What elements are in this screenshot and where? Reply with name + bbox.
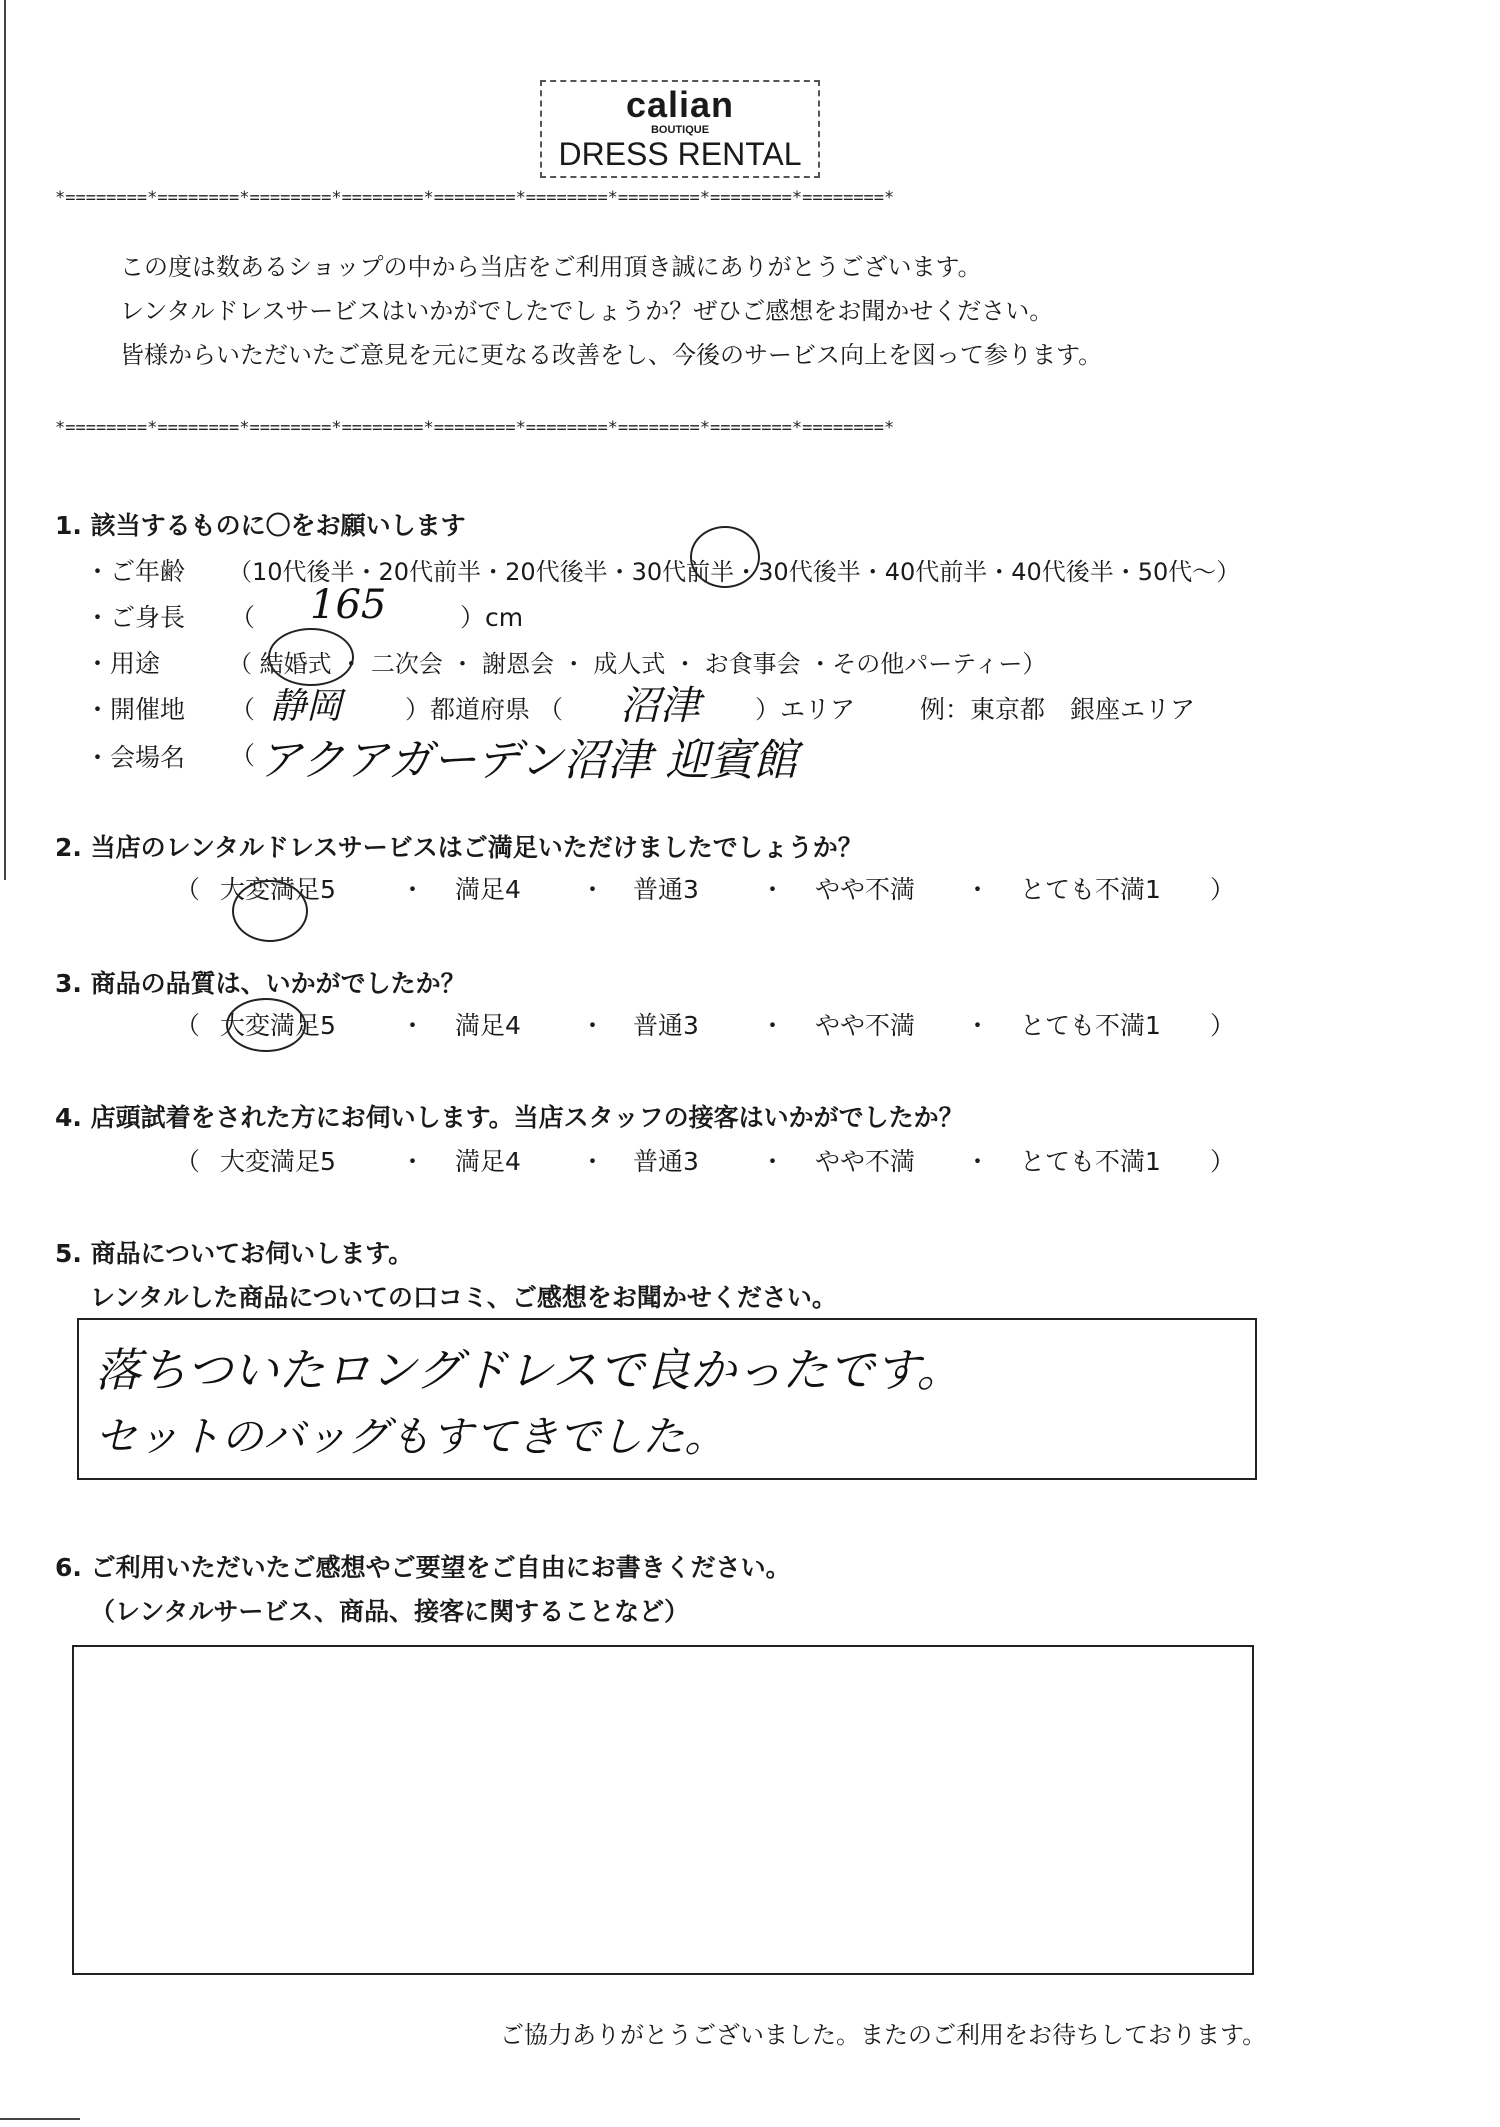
option-separator: ・ <box>580 875 606 904</box>
intro-line: レンタルドレスサービスはいかがでしたでしょうか？ぜひご感想をお聞かせください。 <box>120 297 1054 325</box>
option-neutral[interactable]: 普通3 <box>633 1011 699 1040</box>
option-satisfied[interactable]: 満足4 <box>455 875 521 904</box>
option-satisfied[interactable]: 満足4 <box>455 1147 521 1176</box>
q1-prefecture-value[interactable]: 静岡 <box>270 686 343 727</box>
q5-title: 5. 商品についてお伺いします。 <box>55 1239 414 1268</box>
option-satisfied[interactable]: 満足4 <box>455 1011 521 1040</box>
q1-venue-area-close: ）エリア <box>755 695 856 724</box>
scan-bottom-line <box>0 2118 80 2120</box>
q1-height-label: ・ご身長 <box>85 603 186 632</box>
option-separator: ・ <box>760 875 786 904</box>
q1-height-open: （ <box>230 603 256 632</box>
scan-margin-line <box>4 0 6 880</box>
q1-city-value[interactable]: 沼津 <box>620 683 700 729</box>
intro-line: この度は数あるショップの中から当店をご利用頂き誠にありがとうございます。 <box>120 253 982 281</box>
logo-sub: BOUTIQUE <box>650 124 710 136</box>
logo-main: DRESS RENTAL <box>558 136 802 172</box>
q1-age-label: ・ご年齢 <box>85 557 186 586</box>
intro-line: 皆様からいただいたご意見を元に更なる改善をし、今後のサービス向上を図って参ります。 <box>120 341 1103 369</box>
intro-text <box>120 245 1102 377</box>
option-very-satisfied[interactable]: 大変満足5 <box>220 1147 336 1176</box>
q6-answer-box[interactable] <box>72 1645 1254 1975</box>
option-paren-close: ） <box>1210 875 1236 904</box>
option-somewhat-dissatisfied[interactable]: やや不満 <box>815 1147 916 1176</box>
q1-age-options[interactable]: （10代後半・20代前半・20代後半・30代前半・30代後半・40代前半・40代後半・50代〜） <box>228 558 1241 586</box>
q5-answer-line-2: セットのバッグもすてきでした。 <box>95 1412 727 1461</box>
q1-venue-area-mid: ）都道府県 （ <box>405 695 563 724</box>
shop-logo <box>540 80 820 178</box>
q6-subtitle: （レンタルサービス、商品、接客に関することなど） <box>90 1597 690 1626</box>
closing-message: ご協力ありがとうございました。またのご利用をお待ちしております。 <box>500 2021 1267 2049</box>
option-separator: ・ <box>400 875 426 904</box>
option-separator: ・ <box>760 1011 786 1040</box>
q5-subtitle: レンタルした商品についての口コミ、ご感想をお聞かせください。 <box>90 1283 837 1312</box>
option-paren-close: ） <box>1210 1147 1236 1176</box>
option-somewhat-dissatisfied[interactable]: やや不満 <box>815 875 916 904</box>
q4-title: 4. 店頭試着をされた方にお伺いします。当店スタッフの接客はいかがでしたか？ <box>55 1103 964 1132</box>
divider-top: *========*========*========*========*========*========*========*========*========* <box>55 188 895 208</box>
option-paren-close: ） <box>1210 1011 1236 1040</box>
q1-venue-area-open: （ <box>230 695 256 724</box>
q3-options <box>0 1006 1500 1046</box>
q2-selection-circle <box>232 880 308 942</box>
q2-options <box>0 870 1500 910</box>
q1-title: 1. 該当するものに〇をお願いします <box>55 511 466 540</box>
age-selection-circle <box>690 526 760 588</box>
q1-purpose-label: ・用途 <box>85 649 161 678</box>
option-separator: ・ <box>965 875 991 904</box>
option-separator: ・ <box>965 1011 991 1040</box>
option-paren-open: （ <box>175 1147 201 1176</box>
option-paren-open: （ <box>175 1011 201 1040</box>
q1-venue-name-label: ・会場名 <box>85 743 186 772</box>
option-very-dissatisfied[interactable]: とても不満1 <box>1020 875 1161 904</box>
option-separator: ・ <box>760 1147 786 1176</box>
option-paren-open: （ <box>175 875 201 904</box>
q2-title: 2. 当店のレンタルドレスサービスはご満足いただけましたでしょうか？ <box>55 833 863 862</box>
q3-selection-circle <box>226 998 306 1052</box>
option-separator: ・ <box>965 1147 991 1176</box>
q3-title: 3. 商品の品質は、いかがでしたか？ <box>55 969 466 998</box>
option-very-dissatisfied[interactable]: とても不満1 <box>1020 1011 1161 1040</box>
q1-height-close: ）cm <box>460 603 524 632</box>
q1-purpose-options[interactable]: （ 結婚式 ・ 二次会 ・ 謝恩会 ・ 成人式 ・ お食事会 ・その他パーティー） <box>228 650 1047 678</box>
option-somewhat-dissatisfied[interactable]: やや不満 <box>815 1011 916 1040</box>
logo-brand: calian <box>625 84 735 125</box>
option-very-satisfied[interactable]: 大変満足5 <box>220 1011 336 1040</box>
q1-venue-name-value[interactable]: アクアガーデン沼津 迎賓館 <box>258 735 798 786</box>
q5-answer-line-1: 落ちついたロングドレスで良かったです。 <box>95 1343 963 1397</box>
q1-venue-area-example: 例：東京都 銀座エリア <box>920 695 1196 724</box>
option-neutral[interactable]: 普通3 <box>633 875 699 904</box>
option-very-satisfied[interactable]: 大変満足5 <box>220 875 336 904</box>
option-separator: ・ <box>580 1011 606 1040</box>
q6-title: 6. ご利用いただいたご感想やご要望をご自由にお書きください。 <box>55 1553 791 1582</box>
option-neutral[interactable]: 普通3 <box>633 1147 699 1176</box>
option-very-dissatisfied[interactable]: とても不満1 <box>1020 1147 1161 1176</box>
option-separator: ・ <box>400 1011 426 1040</box>
q1-venue-name-open: （ <box>230 741 256 770</box>
q1-venue-area-label: ・開催地 <box>85 695 186 724</box>
q5-answer-box[interactable] <box>77 1318 1257 1480</box>
divider-bottom: *========*========*========*========*========*========*========*========*========* <box>55 418 895 438</box>
q4-options <box>0 1142 1500 1182</box>
option-separator: ・ <box>400 1147 426 1176</box>
option-separator: ・ <box>580 1147 606 1176</box>
q1-height-value[interactable]: 165 <box>310 582 387 628</box>
